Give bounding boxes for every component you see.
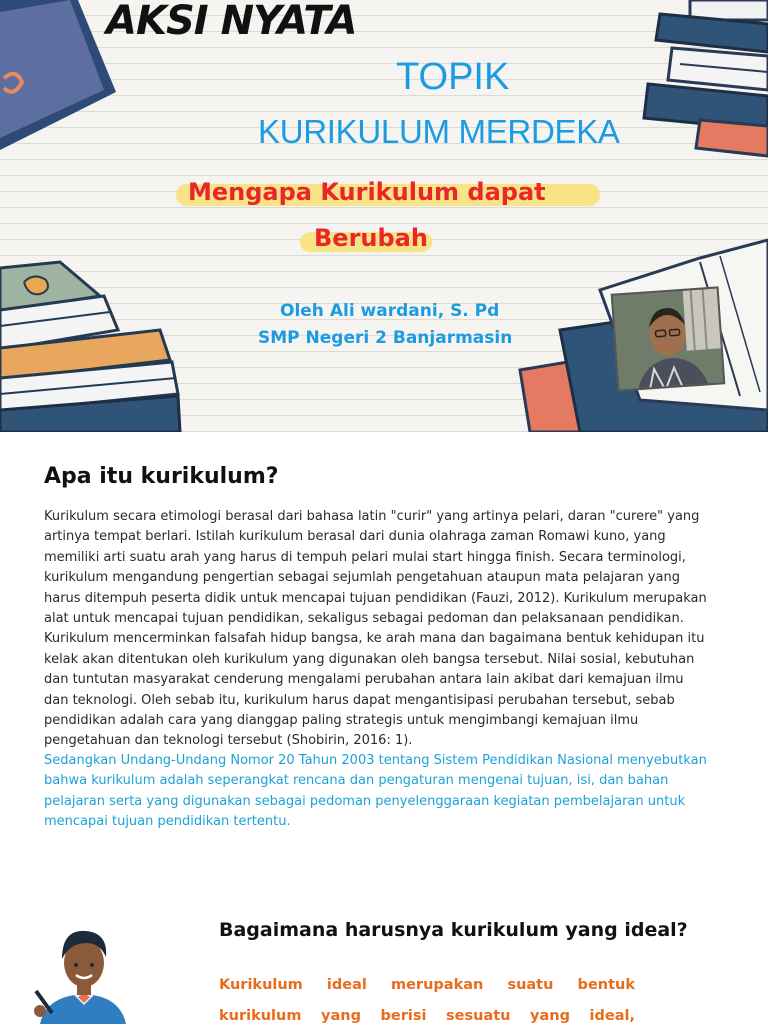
law-quote-paragraph	[44, 751, 712, 833]
quote-line: pelajaran serta yang digunakan sebagai pedoman penyelenggaraan kegiatan pembelajaran untuk	[44, 793, 686, 809]
paragraph-line: dan teknologi. Oleh sebab itu, kurikulum harus dapat mengantisipasi perubahan tersebut, sebab	[44, 692, 675, 708]
ideal-definition-line: Kurikulum ideal merupakan suatu bentuk	[219, 977, 635, 993]
ideal-definition-line: kurikulum yang berisi sesuatu yang ideal,	[219, 1008, 635, 1024]
paragraph-line: kelak akan ditentukan oleh kurikulum yang digunakan oleh bangsa tersebut. Nilai sosial, kebutuhan	[44, 651, 695, 667]
paragraph-line: kurikulum mengandung pengertian sebagai sejumlah pengetahuan ataupun mata pelajaran yang	[44, 570, 680, 586]
paragraph-line: artinya tempat berlari. Istilah kurikulum berasal dari dunia olahraga zaman Romawi kuno, yang	[44, 529, 666, 545]
book-stack-left	[0, 262, 180, 432]
paragraph-line: harus ditempuh peserta didik untuk mencapai tujuan pendidikan (Fauzi, 2012). Kurikulum merupakan	[44, 590, 707, 606]
paragraph-line: dan tuntutan masyarakat cenderung mengalami perubahan antara lain akibat dari kemajuan ilmu	[44, 672, 684, 688]
paragraph-line: memiliki arti suatu arah yang harus di tempuh pelari mulai start hingga finish. Secara terminologi,	[44, 549, 686, 565]
quote-line: bahwa kurikulum adalah seperangkat rencana dan pengaturan mengenai tujuan, isi, dan bahan	[44, 773, 669, 789]
book-stack-top-right	[644, 0, 768, 156]
cover-banner	[0, 0, 768, 432]
quote-line: mencapai tujuan pendidikan tertentu.	[44, 814, 291, 830]
section-heading: Apa itu kurikulum?	[44, 464, 279, 489]
section-heading: Bagaimana harusnya kurikulum yang ideal?	[219, 919, 688, 941]
banner-question-line: Mengapa Kurikulum dapat	[188, 178, 546, 206]
paragraph-line: alat untuk mencapai tujuan pendidikan, sekaligus sebagai pedoman dan pelaksanaan pendidikan.	[44, 611, 684, 627]
banner-topic-label: TOPIK	[396, 56, 510, 98]
banner-question-line: Berubah	[314, 224, 428, 252]
banner-author: Oleh Ali wardani, S. Pd	[280, 301, 500, 321]
paragraph-line: Kurikulum mencerminkan falsafah hidup bangsa, ke arah mana dan bagaimana bentuk kehidupan itu	[44, 631, 705, 647]
paragraph-line: Kurikulum secara etimologi berasal dari bahasa latin "curir" yang artinya pelari, daran "curere" yang	[44, 509, 700, 524]
banner-school: SMP Negeri 2 Banjarmasin	[258, 328, 513, 348]
quote-line: Sedangkan Undang-Undang Nomor 20 Tahun 2003 tentang Sistem Pendidikan Nasional menyebutkan	[44, 753, 707, 768]
banner-subtitle: KURIKULUM MERDEKA	[258, 113, 620, 150]
teacher-illustration	[30, 925, 130, 1024]
paragraph-line: pendidikan adalah cara yang dianggap paling strategis untuk mengimbangi kemajuan ilmu	[44, 713, 639, 729]
article-paragraph	[44, 507, 712, 752]
book-top-left	[0, 0, 116, 150]
banner-title: AKSI NYATA	[106, 0, 357, 44]
paragraph-line: pengetahuan dan teknologi tersebut (Shobirin, 2016: 1).	[44, 733, 413, 749]
author-photo	[611, 286, 726, 391]
